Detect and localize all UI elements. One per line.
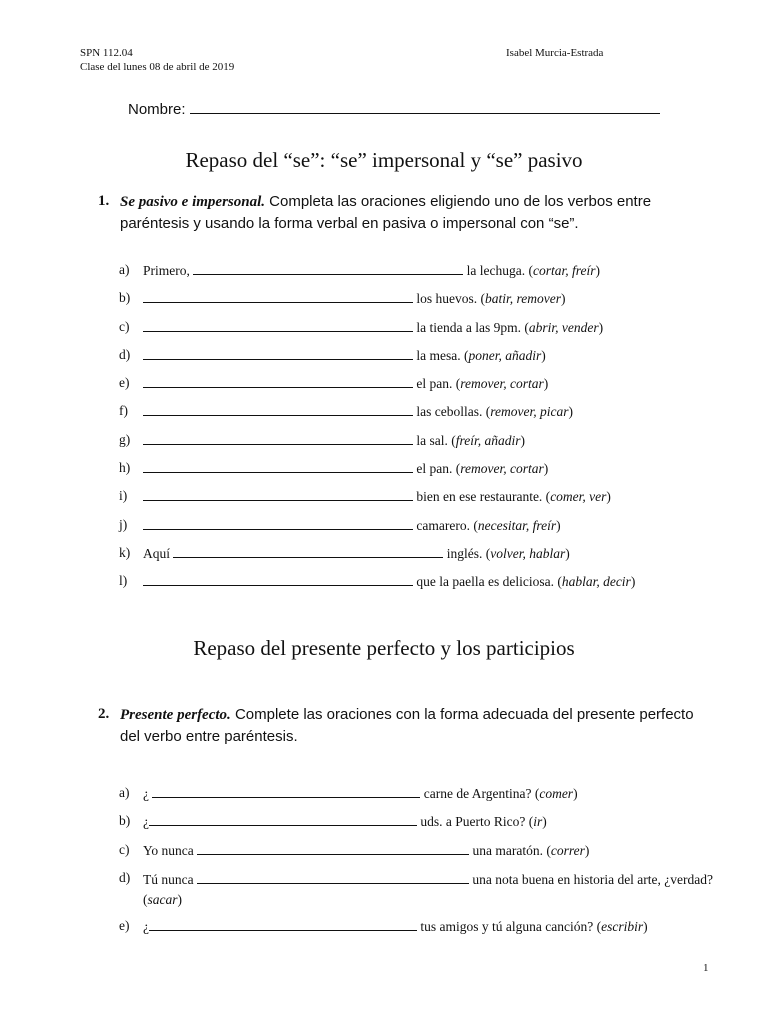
answer-blank[interactable]: [152, 785, 420, 798]
answer-blank[interactable]: [143, 290, 413, 303]
question-2: [98, 704, 708, 747]
name-label: Nombre:: [128, 101, 186, 118]
course-code: SPN 112.04: [80, 47, 133, 59]
answer-blank[interactable]: [197, 842, 469, 855]
answer-blank[interactable]: [143, 319, 413, 332]
question-1-number: 1.: [98, 193, 110, 209]
answer-blank[interactable]: [143, 517, 413, 530]
question-1-lead: Se pasivo e impersonal.: [120, 194, 265, 210]
name-blank[interactable]: [190, 99, 660, 114]
name-field[interactable]: [128, 99, 660, 118]
question-2-lead: Presente perfecto.: [120, 707, 231, 723]
answer-blank[interactable]: [143, 432, 413, 445]
question-2-number: 2.: [98, 706, 110, 722]
answer-blank[interactable]: [143, 573, 413, 586]
header-left: [80, 46, 234, 74]
answer-blank[interactable]: [197, 871, 469, 884]
section1-title: Repaso del “se”: “se” impersonal y “se” pasivo: [185, 148, 583, 172]
class-date: Clase del lunes 08 de abril de 2019: [80, 61, 235, 73]
answer-blank[interactable]: [193, 262, 463, 275]
answer-blank[interactable]: [149, 918, 417, 931]
answer-blank[interactable]: [143, 460, 413, 473]
instructor-name: Isabel Murcia-Estrada: [506, 47, 604, 59]
answer-blank[interactable]: [143, 347, 413, 360]
answer-blank[interactable]: [149, 813, 417, 826]
question-1-instructions: Completa las oraciones eligiendo uno de los verbos entre paréntesis y usando la forma verbal en pasiva o impersonal con “se”.: [120, 193, 652, 232]
answer-blank[interactable]: [143, 403, 413, 416]
section2-title: Repaso del presente perfecto y los participios: [193, 636, 575, 660]
page-number: 1: [703, 962, 709, 974]
answer-blank[interactable]: [173, 545, 443, 558]
answer-blank[interactable]: [143, 375, 413, 388]
answer-blank[interactable]: [143, 488, 413, 501]
question-1: [98, 191, 708, 234]
question-2-instructions: Complete las oraciones con la forma adecuada del presente perfecto del verbo entre paréntesis.: [120, 706, 694, 745]
